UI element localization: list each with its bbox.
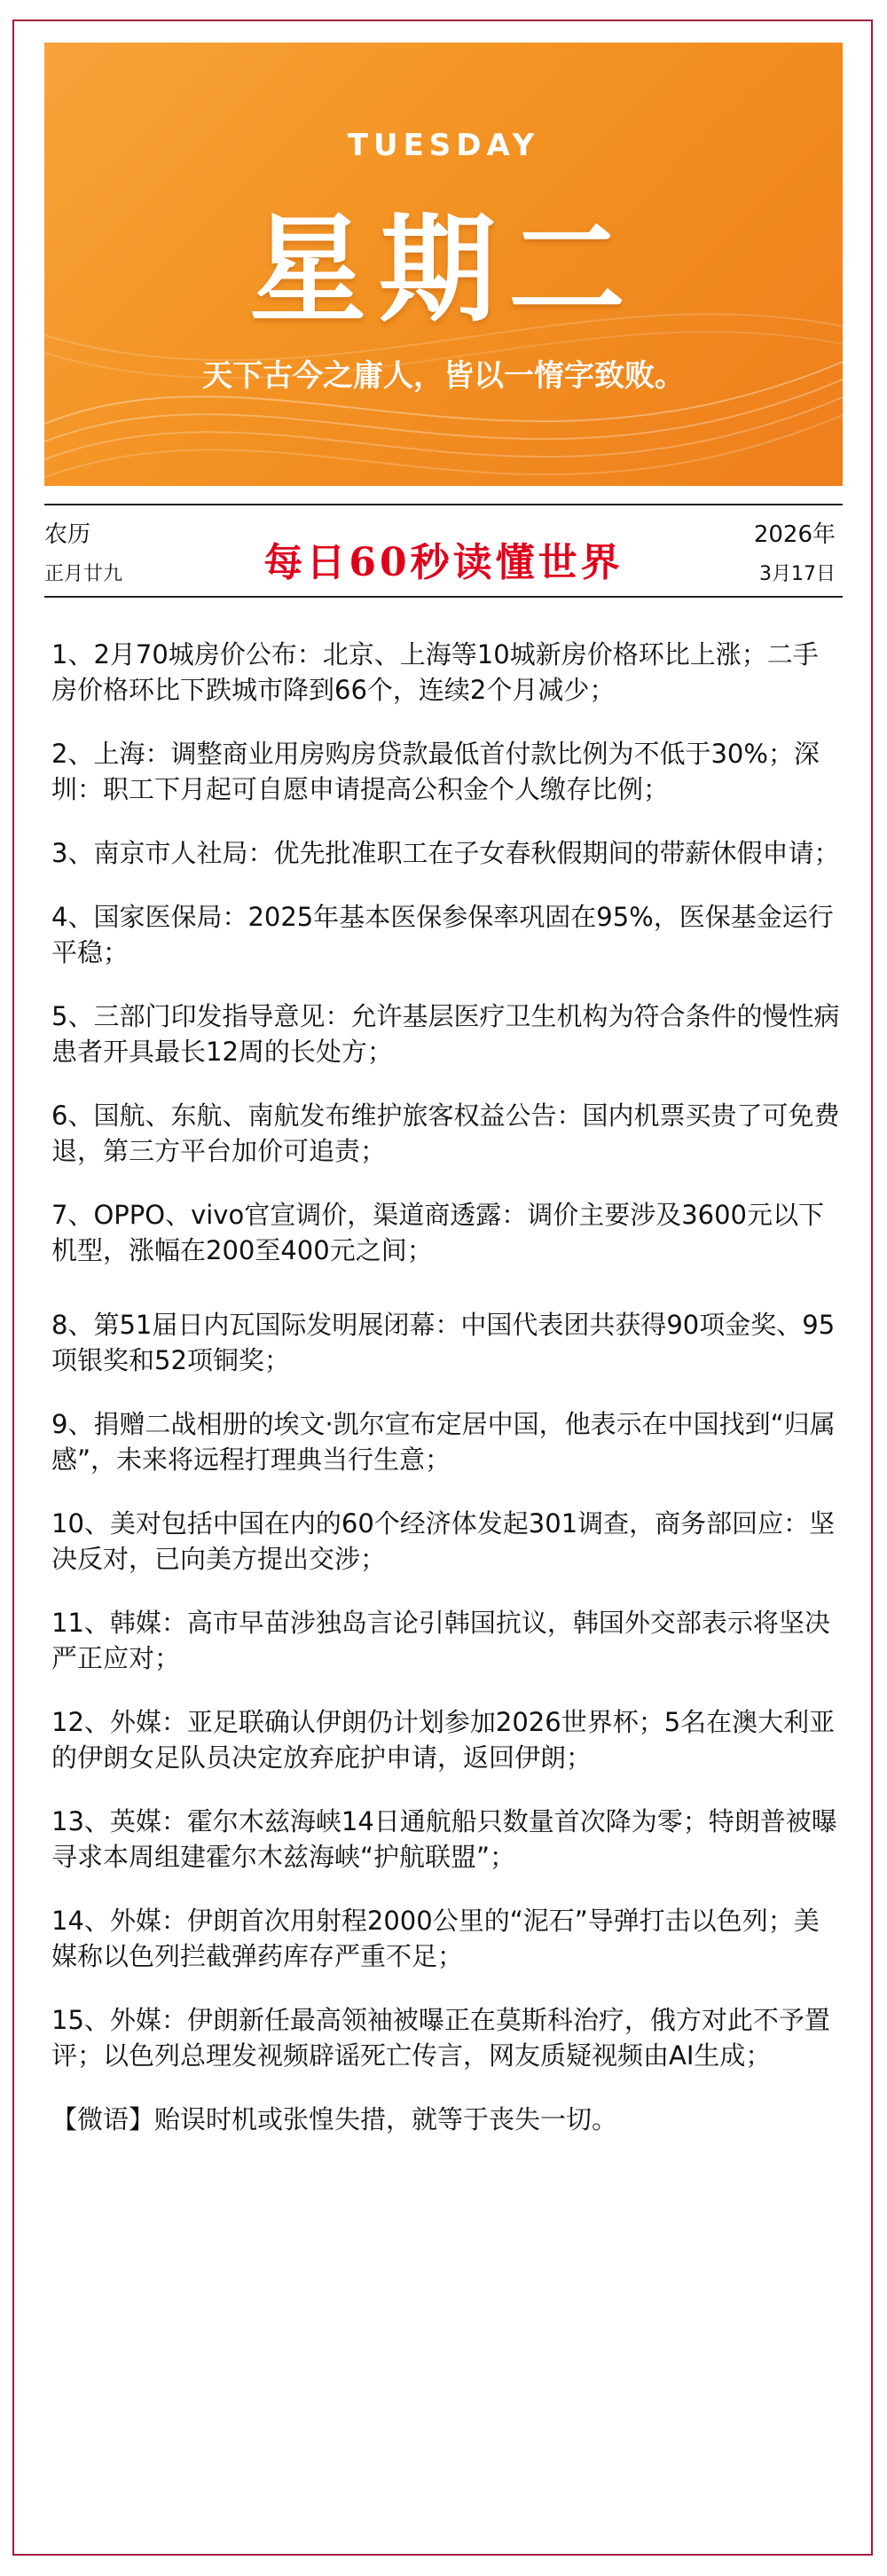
- news-item: 9、捐赠二战相册的埃文·凯尔宣布定居中国，他表示在中国找到“归属感”，未来将远程打理典当行生意；: [51, 1409, 836, 1475]
- header-banner: [44, 43, 843, 486]
- motto: 天下古今之庸人，皆以一惰字致败。: [202, 358, 685, 394]
- daily-quote: 【微语】贻误时机或张惶失措，就等于丧失一切。: [51, 2104, 618, 2134]
- divider-top: [44, 504, 843, 505]
- date-info-row: [44, 504, 843, 601]
- news-item: 15、外媒：伊朗新任最高领袖被曝正在莫斯科治疗，俄方对此不予置评；以色列总理发视频辟谣死亡传言，网友质疑视频由AI生成；: [51, 2005, 830, 2071]
- news-item: 14、外媒：伊朗首次用射程2000公里的“泥石”导弹打击以色列；美媒称以色列拦截弹药库存严重不足；: [51, 1906, 820, 1971]
- news-item: 2、上海：调整商业用房购房贷款最低首付款比例为不低于30%；深圳：职工下月起可自愿申请提高公积金个人缴存比例；: [51, 739, 820, 804]
- month-day-label: 3月17日: [759, 563, 836, 585]
- news-item: 8、第51届日内瓦国际发明展闭幕：中国代表团共获得90项金奖、95项银奖和52项铜奖；: [51, 1310, 836, 1375]
- news-item: 11、韩媒：高市早苗涉独岛言论引韩国抗议，韩国外交部表示将坚决严正应对；: [51, 1608, 830, 1673]
- weekday-english: TUESDAY: [347, 128, 540, 163]
- news-item: 6、国航、东航、南航发布维护旅客权益公告：国内机票买贵了可免费退，第三方平台加价可追责；: [51, 1100, 840, 1166]
- news-item: 1、2月70城房价公布：北京、上海等10城新房价格环比上涨；二手房价格环比下跌城市降到66个，连续2个月减少；: [51, 639, 819, 705]
- lunar-label: 农历: [44, 521, 91, 548]
- page-title: 每日60秒读懂世界: [263, 540, 624, 585]
- divider-bottom: [44, 596, 843, 598]
- news-item: 10、美对包括中国在内的60个经济体发起301调查，商务部回应：坚决反对，已向美方提出交涉；: [51, 1508, 836, 1574]
- news-item: 13、英媒：霍尔木兹海峡14日通航船只数量首次降为零；特朗普被曝寻求本周组建霍尔木兹海峡“护航联盟”；: [51, 1806, 837, 1872]
- news-list: [51, 637, 841, 2163]
- news-item: 5、三部门印发指导意见：允许基层医疗卫生机构为符合条件的慢性病患者开具最长12周的长处方；: [51, 1001, 840, 1067]
- lunar-date: 正月廿九: [44, 563, 123, 585]
- news-item: 3、南京市人社局：优先批准职工在子女春秋假期间的带薪休假申请；: [51, 838, 840, 868]
- news-item: 4、国家医保局：2025年基本医保参保率巩固在95%，医保基金运行平稳；: [51, 902, 834, 967]
- year-label: 2026年: [753, 521, 836, 548]
- weekday-chinese: 星期二: [249, 201, 638, 339]
- news-item: 12、外媒：亚足联确认伊朗仍计划参加2026世界杯；5名在澳大利亚的伊朗女足队员决定放弃庇护申请，返回伊朗；: [51, 1707, 836, 1773]
- news-item: 7、OPPO、vivo官宣调价，渠道商透露：调价主要涉及3600元以下机型，涨幅在200至400元之间；: [51, 1200, 825, 1265]
